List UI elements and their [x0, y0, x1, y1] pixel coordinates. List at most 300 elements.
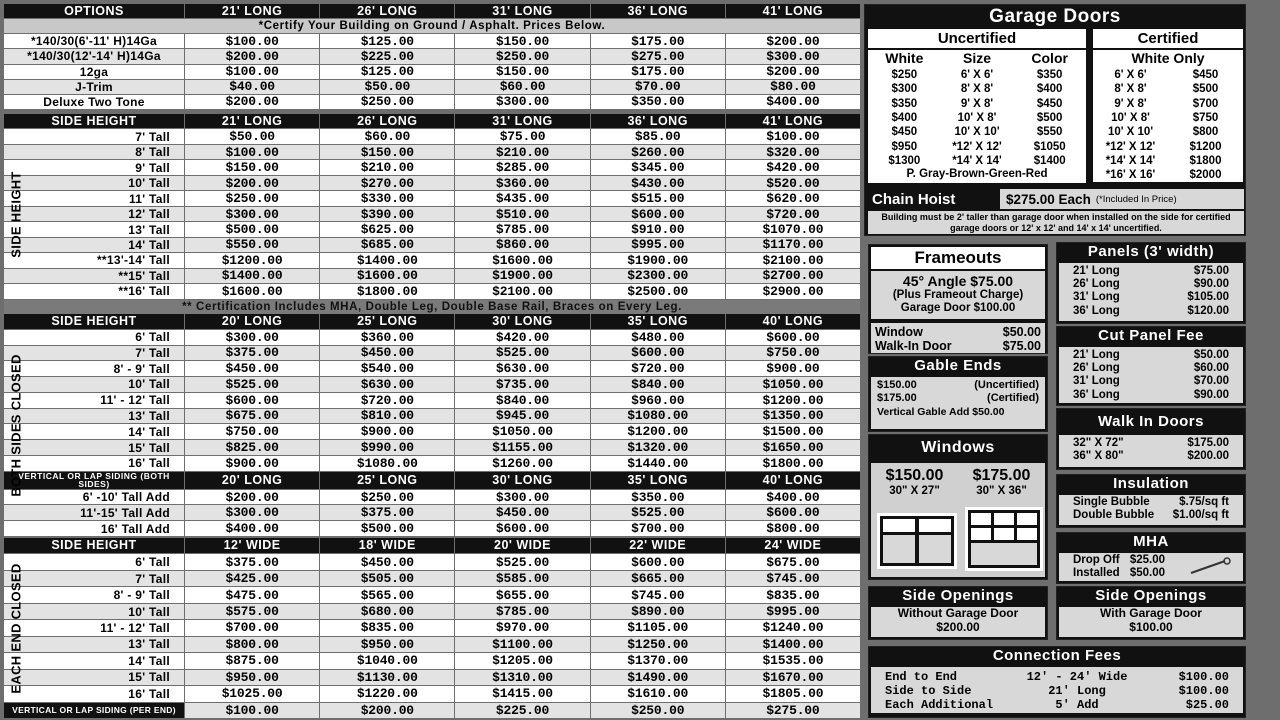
price-cell: $1900.00 [591, 253, 725, 267]
table-row [4, 571, 860, 586]
table-row [4, 49, 860, 63]
price-cell: $150.00 [320, 145, 454, 159]
price-cell: $500.00 [185, 222, 319, 236]
list-item-text: (Certified) [987, 391, 1039, 404]
list-item [1059, 349, 1243, 362]
price-cell: $100.00 [185, 65, 319, 79]
table-row [4, 65, 860, 79]
price-cell: $1400.00 [320, 253, 454, 267]
chain-hoist-label: Chain Hoist [872, 190, 956, 208]
row-label-cell: 14' Tall [4, 424, 184, 439]
price-cell: $525.00 [455, 346, 589, 361]
table-row [4, 604, 860, 619]
row-label-cell: 14' Tall [4, 238, 184, 252]
panels-box [1056, 242, 1246, 324]
list-item [1059, 389, 1243, 402]
certified-door-list [1093, 68, 1243, 182]
price-cell: $1610.00 [591, 686, 725, 701]
door-cell: $2000 [1189, 169, 1222, 182]
windows-box [868, 434, 1048, 580]
side-openings-without-box [868, 586, 1048, 640]
price-cell: $1800.00 [320, 284, 454, 298]
list-item [877, 392, 1039, 405]
price-cell: $630.00 [320, 377, 454, 392]
price-cell: $300.00 [455, 490, 589, 505]
price-tables [4, 4, 860, 718]
table-row [4, 176, 860, 190]
table-row [4, 505, 860, 520]
table-row [4, 238, 860, 252]
list-item-text: $120.00 [1187, 304, 1229, 317]
list-item-text: Double Bubble [1073, 509, 1155, 522]
side-openings-line1-2: With Garage Door [1100, 606, 1202, 620]
door-cell: $1800 [1189, 154, 1222, 167]
price-cell: $430.00 [591, 176, 725, 190]
price-cell: $515.00 [591, 191, 725, 205]
list-item-text: Each Additional [885, 697, 994, 712]
price-cell: $300.00 [726, 49, 860, 63]
price-cell: $425.00 [185, 571, 319, 586]
table-row [4, 670, 860, 685]
price-cell: $300.00 [455, 95, 589, 109]
list-item [1059, 265, 1243, 278]
price-cell: $150.00 [455, 34, 589, 48]
chain-hoist-note: (*Included In Price) [1095, 193, 1177, 205]
price-cell: $750.00 [185, 424, 319, 439]
frameout-garage-door-price: $100.00 [973, 302, 1016, 315]
header-cell: 24' WIDE [726, 538, 860, 553]
table-row [4, 456, 860, 471]
price-cell: $1050.00 [455, 424, 589, 439]
header-cell: 22' WIDE [591, 538, 725, 553]
door-row [1093, 125, 1243, 139]
door-row [868, 68, 1086, 82]
list-item [1059, 554, 1179, 567]
list-item-text: $200.00 [1187, 450, 1229, 463]
row-label-cell: 15' Tall [4, 440, 184, 455]
table-row [4, 409, 860, 424]
frameout-walkin-label: Walk-In Door [875, 339, 952, 354]
price-cell: $175.00 [591, 34, 725, 48]
price-cell: $285.00 [455, 160, 589, 174]
price-cell: $1250.00 [591, 637, 725, 652]
price-cell: $1600.00 [455, 253, 589, 267]
price-cell: $420.00 [726, 160, 860, 174]
price-cell: $225.00 [455, 703, 589, 718]
price-cell: $375.00 [320, 505, 454, 520]
door-cell: $400 [1036, 83, 1063, 96]
row-label-cell: 11' Tall [4, 191, 184, 205]
angle-price: $75.00 [970, 273, 1014, 289]
table-row [4, 490, 860, 505]
list-item-text: 26' Long [1073, 278, 1120, 291]
row-label-cell: **13'-14' Tall [4, 253, 184, 267]
gable-ends-box [868, 356, 1048, 432]
price-cell: $275.00 [726, 703, 860, 718]
cut-panel-box [1056, 326, 1246, 406]
header-cell: 31' LONG [455, 4, 589, 18]
door-cell: $250 [891, 69, 918, 82]
table-row [4, 253, 860, 267]
vertical-gable-note: Vertical Gable Add $50.00 [877, 406, 1005, 419]
price-cell: $1600.00 [320, 269, 454, 283]
price-cell: $1240.00 [726, 620, 860, 635]
table-row [4, 95, 860, 109]
row-label-cell: 7' Tall [4, 346, 184, 361]
list-item-text: $175.00 [1187, 437, 1229, 449]
row-label-cell: 11' - 12' Tall [4, 393, 184, 408]
price-cell: $600.00 [591, 207, 725, 221]
cut-panel-title: Cut Panel Fee [1098, 327, 1204, 344]
list-item-text: $100.00 [1178, 670, 1229, 684]
header-cell: 35' LONG [591, 314, 725, 329]
price-cell: $1490.00 [591, 670, 725, 685]
table-row [4, 80, 860, 94]
door-row [1093, 68, 1243, 82]
windows-title: Windows [921, 439, 995, 456]
table-row [4, 330, 860, 345]
price-cell: $890.00 [591, 604, 725, 619]
list-item-text: $60.00 [1193, 362, 1229, 375]
table-row [4, 160, 860, 174]
side-openings-line1-1: Without Garage Door [897, 606, 1019, 620]
list-item-text: 21' Long [1048, 683, 1106, 698]
table-note: *Certify Your Building on Ground / Asphalt. Prices Below. [4, 19, 860, 33]
price-cell: $1800.00 [726, 456, 860, 471]
list-item-text: 36" X 80" [1073, 450, 1124, 463]
window-size-2: 30" X 36" [976, 485, 1027, 497]
price-cell: $1080.00 [591, 409, 725, 424]
price-cell: $475.00 [185, 587, 319, 602]
price-cell: $520.00 [726, 176, 860, 190]
table-row [4, 207, 860, 221]
uncertified-door-list [868, 68, 1086, 168]
price-cell: $1535.00 [726, 653, 860, 668]
door-cell: 6' X 6' [960, 69, 994, 82]
price-cell: $1050.00 [726, 377, 860, 392]
connection-fees-title: Connection Fees [992, 647, 1122, 664]
door-cell: *14' X 14' [1105, 154, 1156, 167]
price-cell: $990.00 [320, 440, 454, 455]
door-row [868, 111, 1086, 125]
price-cell: $950.00 [320, 637, 454, 652]
garage-doors-title: Garage Doors [989, 6, 1121, 27]
price-cell: $1070.00 [726, 222, 860, 236]
door-cell: $750 [1192, 112, 1219, 125]
header-label-cell: OPTIONS [4, 4, 184, 18]
price-cell: $450.00 [320, 346, 454, 361]
connection-fees-list [871, 667, 1243, 713]
table-header [4, 538, 860, 553]
table-header [4, 4, 860, 18]
door-cell: 9' X 8' [1114, 97, 1147, 110]
door-cell: $400 [891, 112, 918, 125]
row-label-cell: 16' Tall Add [4, 521, 184, 536]
list-item [1059, 450, 1243, 463]
row-label-cell: Deluxe Two Tone [4, 95, 184, 109]
header-cell: 40' LONG [726, 472, 860, 489]
certified-heading: Certified [1093, 29, 1243, 48]
frameout-note: (Plus Frameout Charge) [892, 289, 1024, 302]
side-openings-price-2: $100.00 [1129, 619, 1173, 634]
table-row [4, 145, 860, 159]
row-label-cell: 14' Tall [4, 653, 184, 668]
list-item [871, 699, 1243, 713]
chain-hoist-price-box [1000, 189, 1244, 209]
list-item-text: 31' Long [1073, 291, 1120, 304]
door-cell: $550 [1036, 126, 1063, 139]
list-item-text: 36' Long [1073, 388, 1120, 401]
list-item [1059, 437, 1243, 450]
price-cell: $1320.00 [591, 440, 725, 455]
price-cell: $630.00 [455, 361, 589, 376]
header-cell: 30' LONG [455, 472, 589, 489]
each-end-closed-label: EACH END CLOSED [8, 562, 24, 694]
header-cell: 40' LONG [726, 314, 860, 329]
table-row [4, 34, 860, 48]
price-cell: $200.00 [185, 49, 319, 63]
mha-title: MHA [1133, 533, 1169, 550]
extras-panel [864, 4, 1248, 720]
header-cell: 36' LONG [591, 4, 725, 18]
price-cell: $275.00 [591, 49, 725, 63]
door-cell: 8' X 8' [1114, 83, 1147, 96]
door-cell: $950 [891, 140, 918, 153]
list-item-text: $175.00 [877, 391, 917, 404]
table-row [4, 191, 860, 205]
door-row [868, 154, 1086, 168]
list-item-text: End to End [885, 670, 958, 684]
price-cell: $250.00 [320, 95, 454, 109]
table-header [4, 472, 860, 489]
row-label-cell: 8' Tall [4, 145, 184, 159]
header-cell: 25' LONG [320, 472, 454, 489]
price-cell: $525.00 [185, 377, 319, 392]
price-cell: $250.00 [185, 191, 319, 205]
door-cell: $500 [1036, 112, 1063, 125]
price-cell: $200.00 [185, 176, 319, 190]
row-label-cell: 6' Tall [4, 554, 184, 569]
frameout-window-price: $50.00 [1002, 325, 1041, 339]
table-row [4, 269, 860, 283]
door-cell: *12' X 12' [1105, 140, 1156, 153]
list-item-text: 36' Long [1073, 304, 1120, 317]
price-cell: $1170.00 [726, 238, 860, 252]
door-row [1093, 111, 1243, 125]
price-cell: $300.00 [185, 330, 319, 345]
walk-in-doors-box [1056, 408, 1246, 470]
angle-label: 45° Angle [902, 273, 967, 289]
list-item-text: Side to Side [885, 683, 972, 698]
list-item-text: $75.00 [1193, 265, 1229, 277]
door-row [1093, 139, 1243, 153]
price-cell: $950.00 [185, 670, 319, 685]
price-cell: $600.00 [455, 521, 589, 536]
door-row [1093, 168, 1243, 182]
row-label-cell: 8' - 9' Tall [4, 361, 184, 376]
price-cell: $900.00 [185, 456, 319, 471]
white-col-heading: White [885, 50, 924, 66]
door-cell: *12' X 12' [952, 140, 1002, 153]
list-item [1059, 509, 1243, 522]
color-col-heading: Color [1031, 50, 1068, 66]
list-item-text: 31' Long [1073, 375, 1120, 388]
door-cell: $450 [1192, 69, 1219, 82]
price-cell: $1080.00 [320, 456, 454, 471]
door-cell: $1400 [1033, 154, 1066, 167]
header-cell: 25' LONG [320, 314, 454, 329]
door-cell: 10' X 8' [1111, 112, 1150, 125]
price-cell: $350.00 [591, 490, 725, 505]
price-cell: $745.00 [726, 571, 860, 586]
price-cell: $860.00 [455, 238, 589, 252]
price-cell: $1805.00 [726, 686, 860, 701]
price-cell: $40.00 [185, 80, 319, 94]
table-row [4, 686, 860, 701]
door-cell: $700 [1192, 97, 1219, 110]
door-cell: 6' X 6' [1114, 69, 1147, 82]
door-cell: $450 [891, 126, 918, 139]
price-cell: $995.00 [726, 604, 860, 619]
door-colors-note: P. Gray-Brown-Green-Red [868, 168, 1086, 183]
price-cell: $1205.00 [455, 653, 589, 668]
size-col-heading: Size [963, 50, 992, 66]
price-cell: $600.00 [591, 346, 725, 361]
price-cell: $735.00 [455, 377, 589, 392]
list-item [871, 671, 1243, 685]
table-row [4, 393, 860, 408]
window-icon-large [965, 507, 1043, 571]
list-item-text: $1.00/sq ft [1172, 509, 1229, 522]
row-label-cell: *140/30(6'-11' H)14Ga [4, 34, 184, 48]
door-cell: *16' X 16' [1105, 169, 1156, 182]
price-cell: $320.00 [726, 145, 860, 159]
price-cell: $1650.00 [726, 440, 860, 455]
door-cell: 10' X 10' [954, 126, 1000, 139]
list-item-text: (Uncertified) [974, 379, 1039, 391]
table-header [4, 114, 860, 128]
door-cell: 10' X 8' [957, 112, 997, 125]
header-cell: 20' LONG [185, 314, 319, 329]
door-cell: $1200 [1189, 140, 1222, 153]
door-cell: $350 [1036, 69, 1063, 82]
price-cell: $50.00 [320, 80, 454, 94]
list-item-text: 32" X 72" [1073, 437, 1124, 449]
each-end-closed-table [4, 538, 860, 718]
both-sides-closed-label: BOTH SIDES CLOSED [8, 353, 24, 497]
price-cell: $1105.00 [591, 620, 725, 635]
price-cell: $100.00 [185, 145, 319, 159]
door-cell: $350 [891, 97, 918, 110]
price-cell: $225.00 [320, 49, 454, 63]
list-item-text: $90.00 [1193, 388, 1229, 401]
price-cell: $2300.00 [591, 269, 725, 283]
price-cell: $360.00 [455, 176, 589, 190]
header-label-cell: SIDE HEIGHT [4, 538, 184, 553]
price-cell: $60.00 [455, 80, 589, 94]
list-item [1059, 362, 1243, 375]
header-cell: 36' LONG [591, 114, 725, 128]
list-item-text: $105.00 [1187, 291, 1229, 304]
price-cell: $800.00 [185, 637, 319, 652]
table-row [4, 521, 860, 536]
row-label-cell: 6' Tall [4, 330, 184, 345]
row-label-cell: 11'-15' Tall Add [4, 505, 184, 520]
garage-door-footnote: Building must be 2' taller than garage door when installed on the side for certified garage doors or 12' x 12' and 14' x 14' uncertified. [868, 211, 1244, 234]
price-cell: $1200.00 [726, 393, 860, 408]
row-label-cell: **15' Tall [4, 269, 184, 283]
price-cell: $1260.00 [455, 456, 589, 471]
list-item-text: $150.00 [877, 379, 917, 391]
row-label-cell: 13' Tall [4, 222, 184, 236]
header-cell: 26' LONG [320, 4, 454, 18]
list-item [1059, 305, 1243, 318]
price-cell: $80.00 [726, 80, 860, 94]
price-cell: $800.00 [726, 521, 860, 536]
price-cell: $420.00 [455, 330, 589, 345]
chain-hoist-price: $275.00 Each [1006, 191, 1091, 207]
price-cell: $720.00 [726, 207, 860, 221]
table-row [4, 587, 860, 602]
table-row [4, 222, 860, 236]
row-label-cell: J-Trim [4, 80, 184, 94]
door-cell: 10' X 10' [1107, 126, 1154, 139]
price-cell: $250.00 [591, 703, 725, 718]
list-item [877, 379, 1039, 392]
price-cell: $200.00 [726, 34, 860, 48]
price-cell: $1600.00 [185, 284, 319, 298]
price-cell: $995.00 [591, 238, 725, 252]
header-cell: 21' LONG [185, 114, 319, 128]
price-cell: $900.00 [726, 361, 860, 376]
price-cell: $300.00 [185, 505, 319, 520]
price-cell: $400.00 [726, 95, 860, 109]
window-price-1: $150.00 [885, 467, 944, 484]
price-cell: $390.00 [320, 207, 454, 221]
list-item-text: 12' - 24' Wide [1026, 670, 1128, 684]
door-row [1093, 82, 1243, 96]
price-cell: $785.00 [455, 604, 589, 619]
row-label-cell: 8' - 9' Tall [4, 587, 184, 602]
row-label-cell: 12' Tall [4, 207, 184, 221]
list-item-text: 21' Long [1073, 349, 1120, 361]
list-item [1059, 278, 1243, 291]
options-table [4, 4, 860, 109]
price-cell: $450.00 [320, 554, 454, 569]
price-cell: $875.00 [185, 653, 319, 668]
row-label-cell: 7' Tall [4, 571, 184, 586]
price-cell: $125.00 [320, 65, 454, 79]
list-item [1059, 291, 1243, 304]
row-label-cell: VERTICAL OR LAP SIDING (PER END) [4, 703, 184, 718]
price-cell: $150.00 [455, 65, 589, 79]
price-cell: $835.00 [320, 620, 454, 635]
price-cell: $85.00 [591, 129, 725, 143]
insulation-title: Insulation [1113, 475, 1189, 492]
list-item-text: 21' Long [1073, 265, 1120, 277]
price-cell: $175.00 [591, 65, 725, 79]
list-item-text: $70.00 [1193, 375, 1229, 388]
header-cell: 30' LONG [455, 314, 589, 329]
price-cell: $1200.00 [185, 253, 319, 267]
both-sides-closed-table [4, 314, 860, 536]
list-item-text: $100.00 [1178, 683, 1229, 698]
table-row [4, 129, 860, 143]
side-openings-title-1: Side Openings [902, 587, 1014, 604]
list-item-text: Drop Off [1073, 554, 1120, 566]
list-item-text: $50.00 [1193, 349, 1229, 361]
door-row [868, 82, 1086, 96]
